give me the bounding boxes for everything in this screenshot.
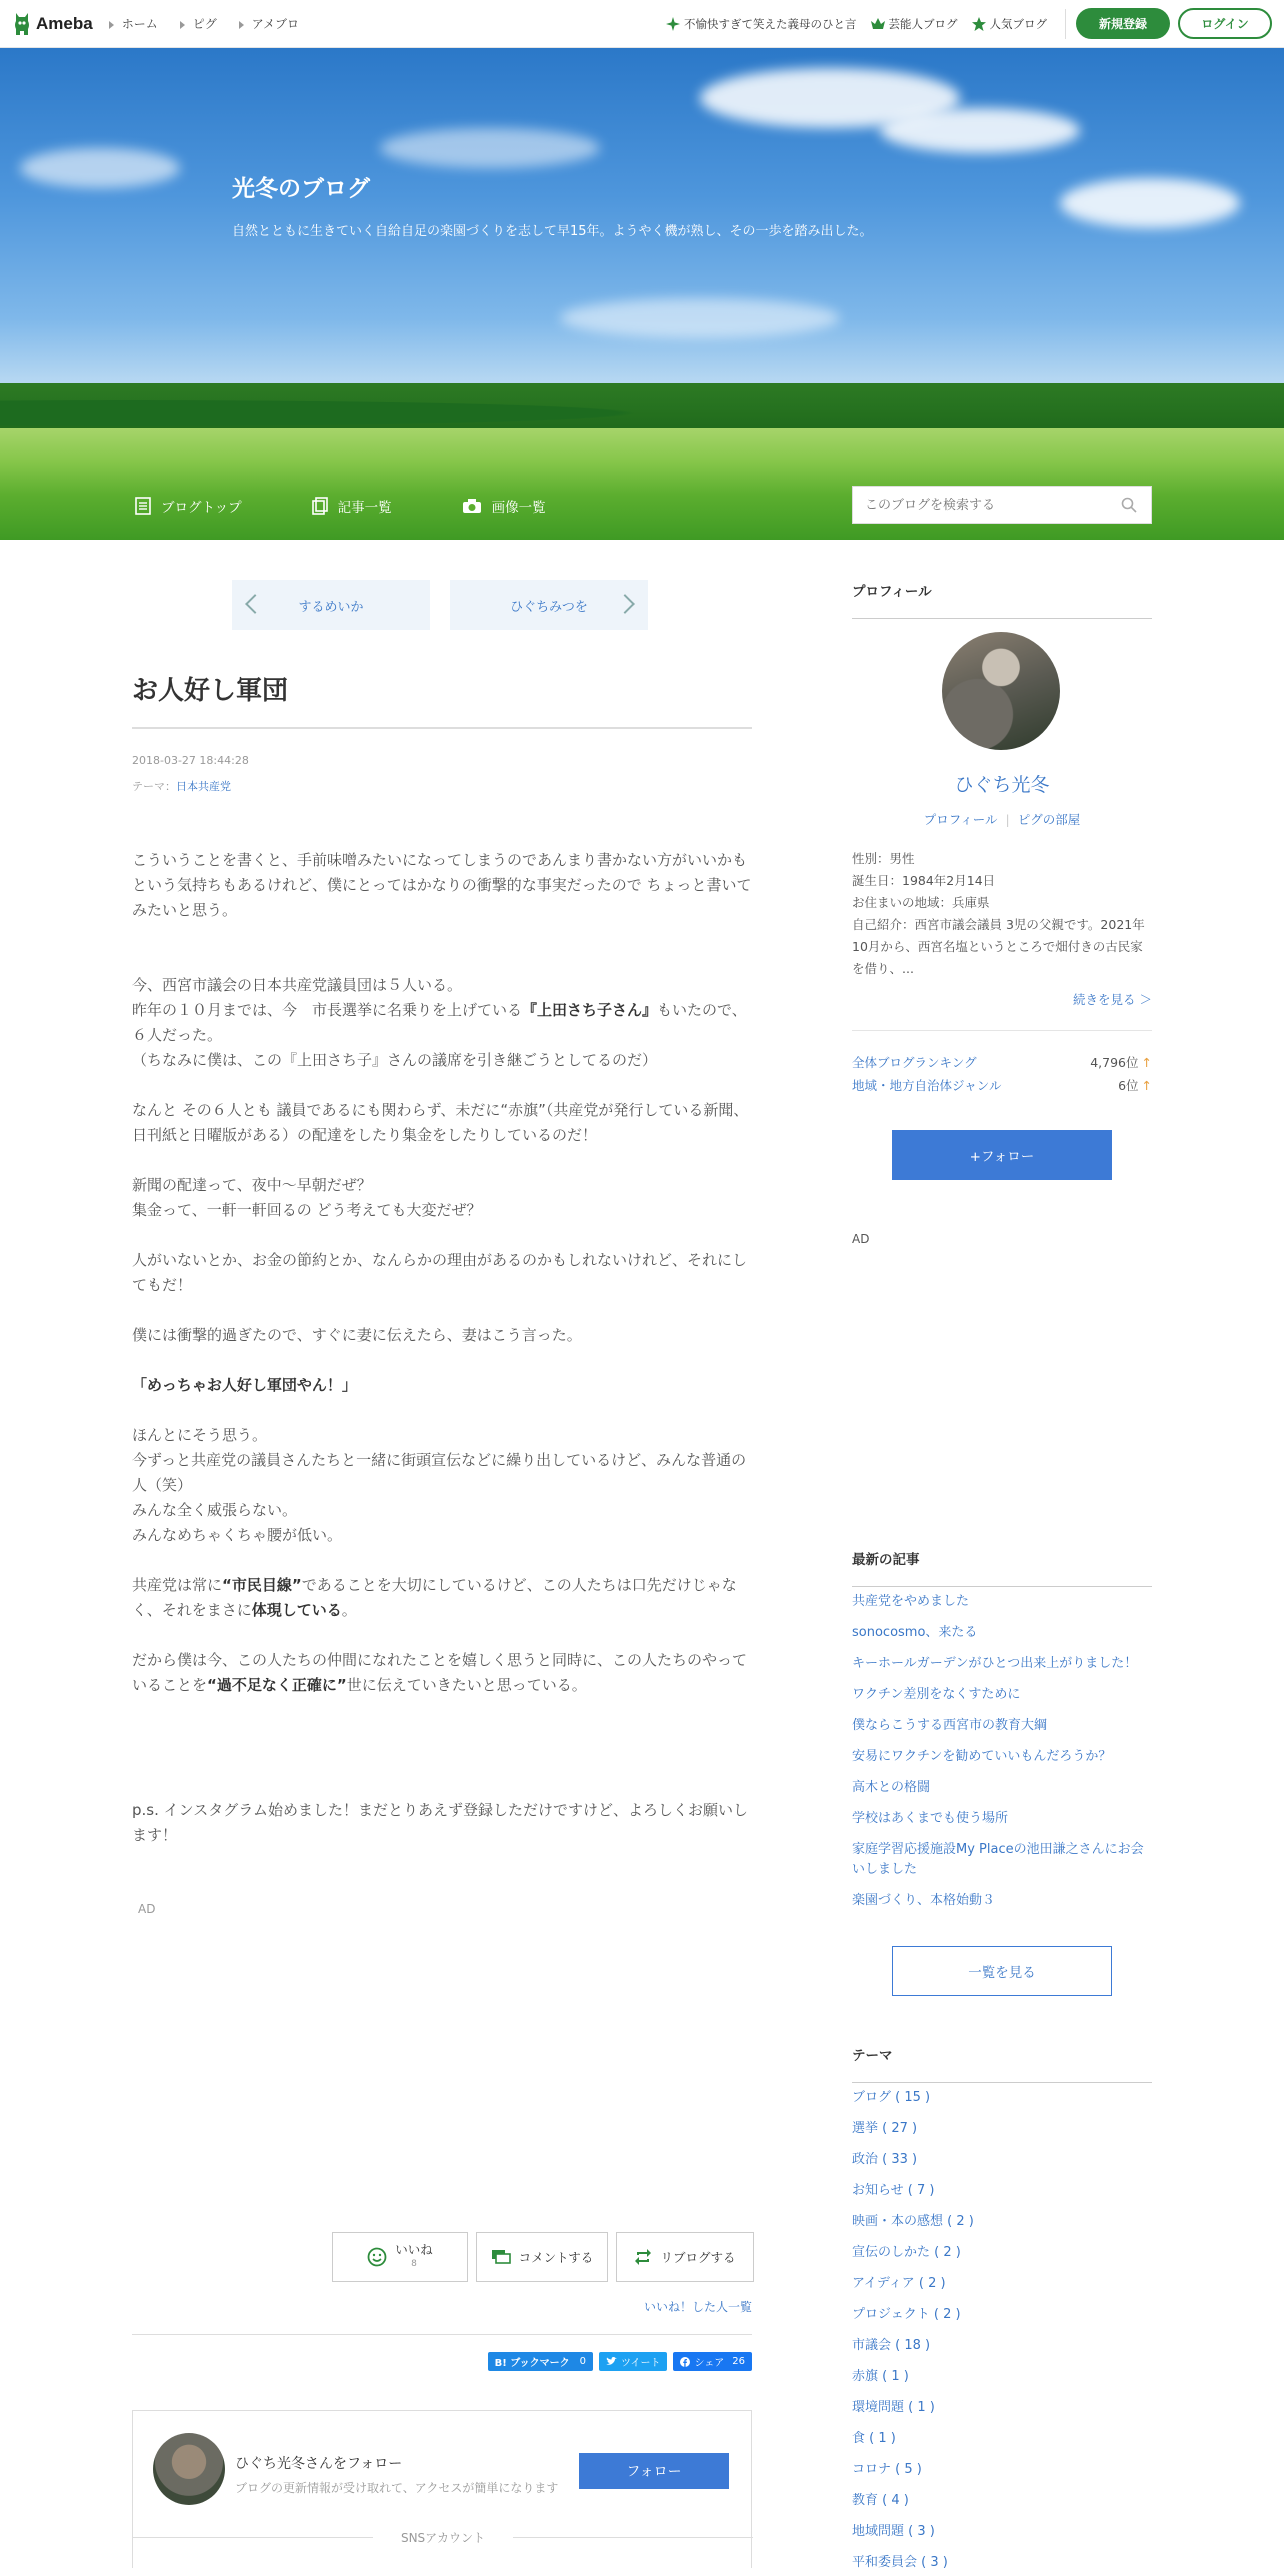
theme-link[interactable]: 日本共産党 [176,780,231,793]
nav-home-label: ホーム [121,17,158,31]
recent-entry-link[interactable]: 共産党をやめました [852,1594,970,1609]
blog-search [852,486,1152,524]
header-treeline [0,383,1284,433]
hatena-bookmark-label: B! ブックマーク [494,2358,570,2369]
next-entry-button[interactable] [450,580,648,630]
popular-blog-link[interactable] [972,16,1048,32]
entry-text: 世に伝えていきたいと思っている。 [346,1676,587,1694]
header-cloud [1060,178,1240,228]
profile-link[interactable]: プロフィール [923,812,998,827]
theme-link[interactable]: 政治 ( 33 ) [852,2152,918,2167]
entry-emphasis: “過不足なく正確に” [207,1676,347,1694]
share-buttons [488,2352,752,2371]
theme-link[interactable]: プロジェクト ( 2 ) [852,2307,961,2322]
entry-text: 今、西宮市議会の日本共産党議員団は５人いる。 昨年の１０月までは、今 市長選挙に名乗りを上げている [132,976,523,1019]
rank-up-icon: ↑ [1141,1055,1152,1070]
sns-accounts-heading: SNSアカウント [133,2529,753,2546]
theme-link[interactable]: アイディア ( 2 ) [852,2276,946,2291]
twitter-icon [606,2357,617,2366]
header-cloud [380,128,600,168]
nav-home[interactable] [109,15,158,32]
theme-link[interactable]: 環境問題 ( 1 ) [852,2400,935,2415]
rank-up-icon: ↑ [1141,1078,1152,1093]
theme-heading: テーマ [852,2044,1152,2083]
celebrity-blog-label: 芸能人ブログ [888,16,958,31]
crown-icon [871,18,885,30]
recent-entry-link[interactable]: キーホールガーデンがひとつ出来上がりました！ [852,1656,1138,1671]
entry-text: もいたので、６人だった。 （ちなみに僕は、この『上田さち子』さんの議席を引き継ごうとしてるのだ） [132,1001,747,1069]
image-list-link[interactable] [462,496,546,516]
caret-right-icon [109,21,114,29]
ranking-overall-value: 4,796位 [1090,1055,1139,1070]
theme-list [852,2088,1152,2568]
theme-link[interactable]: 地域問題 ( 3 ) [852,2524,935,2539]
celebrity-blog-link[interactable] [871,16,958,32]
theme-link[interactable]: 食 ( 1 ) [852,2431,896,2446]
theme-link[interactable]: 選挙 ( 27 ) [852,2121,918,2136]
entry-paragraph: ほんとにそう思う。 今ずっと共産党の議員さんたちと一緒に街頭宣伝などに繰り出しているけど、みんな普通の人（笑） みんな全く威張らない。 みんなめちゃくちゃ腰が低い。 [132,1426,747,1544]
sidebar-follow-button[interactable]: +フォロー [892,1130,1112,1180]
reblog-icon [634,2248,652,2266]
nav-pigg-label: ピグ [192,17,217,31]
blog-nav [135,496,546,516]
like-count: 8 [411,2259,417,2269]
global-header [0,0,1284,48]
entry-paragraph: 僕には衝撃的過ぎたので、すぐに妻に伝えたら、妻はこう言った。 [132,1326,582,1344]
reblog-button[interactable] [616,2232,754,2282]
header-cloud [20,148,180,188]
popular-blog-label: 人気ブログ [989,16,1047,31]
global-nav [109,15,299,32]
entry-paragraph: p.s. インスタグラム始めました！まだとりあえず登録しただけですけど、よろしくお願いします！ [132,1801,749,1844]
entry-emphasis: “市民目線” [222,1576,302,1594]
chevron-left-icon [245,594,265,614]
ranking-overall-label[interactable]: 全体ブログランキング [852,1055,977,1070]
entry-emphasis: 体現している [251,1601,342,1619]
nav-ameblo[interactable] [239,15,299,32]
profile-heading: プロフィール [852,580,1152,619]
nav-pigg[interactable] [180,15,217,32]
caret-right-icon [239,21,244,29]
entry-pager [232,580,648,630]
follow-box [132,2410,752,2568]
next-entry-label: ひぐちみつを [510,599,588,615]
entry-title[interactable]: お人好し軍団 [132,676,289,706]
recent-entry-link[interactable]: 家庭学習応援施設My Placeの池田謙之さんにお会いしました [852,1842,1144,1877]
global-links [666,8,1272,39]
entry-text: であることを大切にしているけど、この人たちは口先だけじゃなく、それをまさに [132,1576,737,1619]
theme-link[interactable]: 赤旗 ( 1 ) [852,2369,909,2384]
recent-entry-link[interactable]: ワクチン差別をなくすために [852,1687,1021,1702]
reblog-label: リブログする [660,2250,736,2265]
ranking-genre-value: 6位 [1118,1078,1139,1093]
theme-link[interactable]: 平和委員会 ( 3 ) [852,2555,948,2568]
entry-paragraph [132,1648,752,1698]
trending-topic-link[interactable] [666,16,857,32]
smile-icon [367,2247,387,2267]
liked-users-link[interactable]: いいね！した人一覧 [643,2300,752,2314]
comment-icon [491,2249,511,2265]
recent-entries-more-button[interactable]: 一覧を見る [892,1946,1112,1996]
sparkle-icon [666,17,680,31]
nav-ameblo-label: アメブロ [251,17,299,31]
like-button[interactable] [332,2232,468,2282]
entry-text: 。 [341,1601,357,1619]
entry-emphasis: 「めっちゃお人好し軍団やん！」 [132,1376,357,1394]
divider [132,2334,752,2335]
blog-header [0,48,1284,540]
ranking-overall [852,1053,1152,1071]
theme-link[interactable]: 教育 ( 4 ) [852,2493,909,2508]
comment-button[interactable] [476,2232,608,2282]
entry-theme [132,778,231,794]
facebook-share-count: 26 [732,2356,745,2367]
hatena-bookmark-count: 0 [579,2356,586,2367]
profile-info: 性別：男性 誕生日：1984年2月14日 お住まいの地域：兵庫県 自己紹介：西宮市議会議員 3児の父親です。2021年10月から、西宮名塩というところで畑付きの古民家を借り、... [852,851,1145,976]
follow-box-title: ひぐち光冬さんをフォロー [235,2456,403,2472]
header-cloud [560,298,840,338]
comment-label: コメントする [518,2250,594,2265]
pigg-room-link[interactable]: ピグの部屋 [1017,812,1081,827]
entry-paragraph: 新聞の配達って、夜中～早朝だぜ？ 集金って、一軒一軒回るの どう考えても大変だぜ？ [132,1176,482,1219]
ranking-genre-label[interactable]: 地域・地方自治体ジャンル [852,1078,1002,1093]
chevron-right-icon [615,594,635,614]
theme-link[interactable]: コロナ ( 5 ) [852,2462,922,2477]
trending-topic-label: 不愉快すぎて笑えた義母のひと言 [684,16,857,31]
blog-description: 自然とともに生きていく自給自足の楽園づくりを志して早15年。ようやく機が熟し、その一歩を踏み出した。 [232,224,873,239]
recent-entries-list [852,1592,1152,1922]
entry-text: 共産党は常に [132,1576,223,1594]
hatena-bookmark-button[interactable] [488,2352,593,2371]
author-avatar[interactable] [153,2433,225,2505]
prev-entry-label: するめいか [298,599,364,615]
divider [132,727,752,729]
read-more-link[interactable]: 続きを見る ＞ [1073,992,1152,1007]
entry-paragraph [132,973,752,1073]
entry-date: 2018-03-27 18:44:28 [132,754,249,767]
entry-emphasis: 『上田さち子さん』 [522,1001,658,1019]
profile-name[interactable]: ひぐち光冬 [954,774,1050,796]
blog-search-input[interactable] [865,498,1121,513]
theme-label: テーマ： [132,780,176,793]
theme-link[interactable]: 映画・本の感想 ( 2 ) [852,2214,974,2229]
entry-paragraph: なんと その６人とも 議員であるにも関わらず、未だに“赤旗”（共産党が発行している新聞、日刊紙と日曜版がある）の配達をしたり集金をしたりしているのだ！ [132,1101,749,1144]
login-button[interactable]: ログイン [1178,8,1272,39]
image-list-label: 画像一覧 [491,500,546,516]
divider [1065,9,1066,39]
ameba-logo-icon [12,11,32,37]
entry-actions [332,2232,754,2282]
recent-entry-link[interactable]: 学校はあくまでも使う場所 [852,1811,1009,1826]
ad-label: AD [138,1902,156,1916]
profile-avatar[interactable] [942,632,1060,750]
entry-paragraph [132,1573,752,1623]
ranking-genre [852,1076,1152,1094]
camera-icon [462,498,482,514]
caret-right-icon [180,21,185,29]
divider: | [1005,812,1010,827]
profile-links [852,810,1152,828]
theme-link[interactable]: お知らせ ( 7 ) [852,2183,935,2198]
brand-name: Ameba [36,13,93,33]
follow-button[interactable]: フォロー [579,2453,729,2489]
recent-entry-link[interactable]: 僕ならこうする西宮市の教育大綱 [852,1718,1048,1733]
entry-list-link[interactable] [312,496,392,516]
recent-entry-link[interactable]: 安易にワクチンを勧めていいもんだろうか？ [852,1749,1112,1764]
document-icon [135,497,151,515]
theme-link[interactable]: ブログ ( 15 ) [852,2090,931,2105]
tweet-button[interactable] [599,2352,668,2371]
recent-entries-heading: 最新の記事 [852,1548,1152,1587]
star-icon [972,17,986,31]
copy-icon [312,497,328,515]
divider [852,1030,1152,1031]
theme-link[interactable]: 市議会 ( 18 ) [852,2338,931,2353]
entry-body [132,848,752,1848]
entry-paragraph [132,1373,752,1398]
like-label: いいね [395,2242,433,2257]
signup-button[interactable]: 新規登録 [1076,8,1170,39]
entry-paragraph: 人がいないとか、お金の節約とか、なんらかの理由があるのかもしれないけれど、それにしてもだ！ [132,1251,748,1294]
theme-link[interactable]: 宣伝のしかた ( 2 ) [852,2245,961,2260]
blog-top-label: ブログトップ [161,500,242,516]
search-icon[interactable] [1121,497,1137,513]
prev-entry-button[interactable] [232,580,430,630]
entry-text: だから僕は今、この人たちの仲間になれたことを嬉しく思うと同時に、この人たちのやっていることを [132,1651,748,1694]
blog-top-link[interactable] [135,496,242,516]
follow-box-description: ブログの更新情報が受け取れて、アクセスが簡単になります [235,2481,559,2495]
ameba-logo[interactable] [12,11,93,37]
ad-label: AD [852,1232,870,1246]
facebook-icon [680,2357,690,2367]
recent-entry-link[interactable]: sonocosmo、来たる [852,1625,978,1640]
recent-entry-link[interactable]: 高木との格闘 [852,1780,931,1795]
entry-paragraph: こういうことを書くと、手前味噌みたいになってしまうのであんまり書かない方がいいかもという気持ちもあるけれど、僕にとってはかなりの衝撃的な事実だったので ちょっと書いてみたいと思う。 [132,851,752,919]
recent-entry-link[interactable]: 楽園づくり、本格始動３ [852,1893,996,1908]
tweet-label: ツイート [620,2358,661,2369]
header-cloud [880,108,1080,153]
blog-title[interactable]: 光冬のブログ [232,176,370,202]
facebook-share-label: シェア [694,2358,725,2369]
facebook-share-button[interactable] [673,2352,752,2371]
entry-list-label: 記事一覧 [337,500,392,516]
